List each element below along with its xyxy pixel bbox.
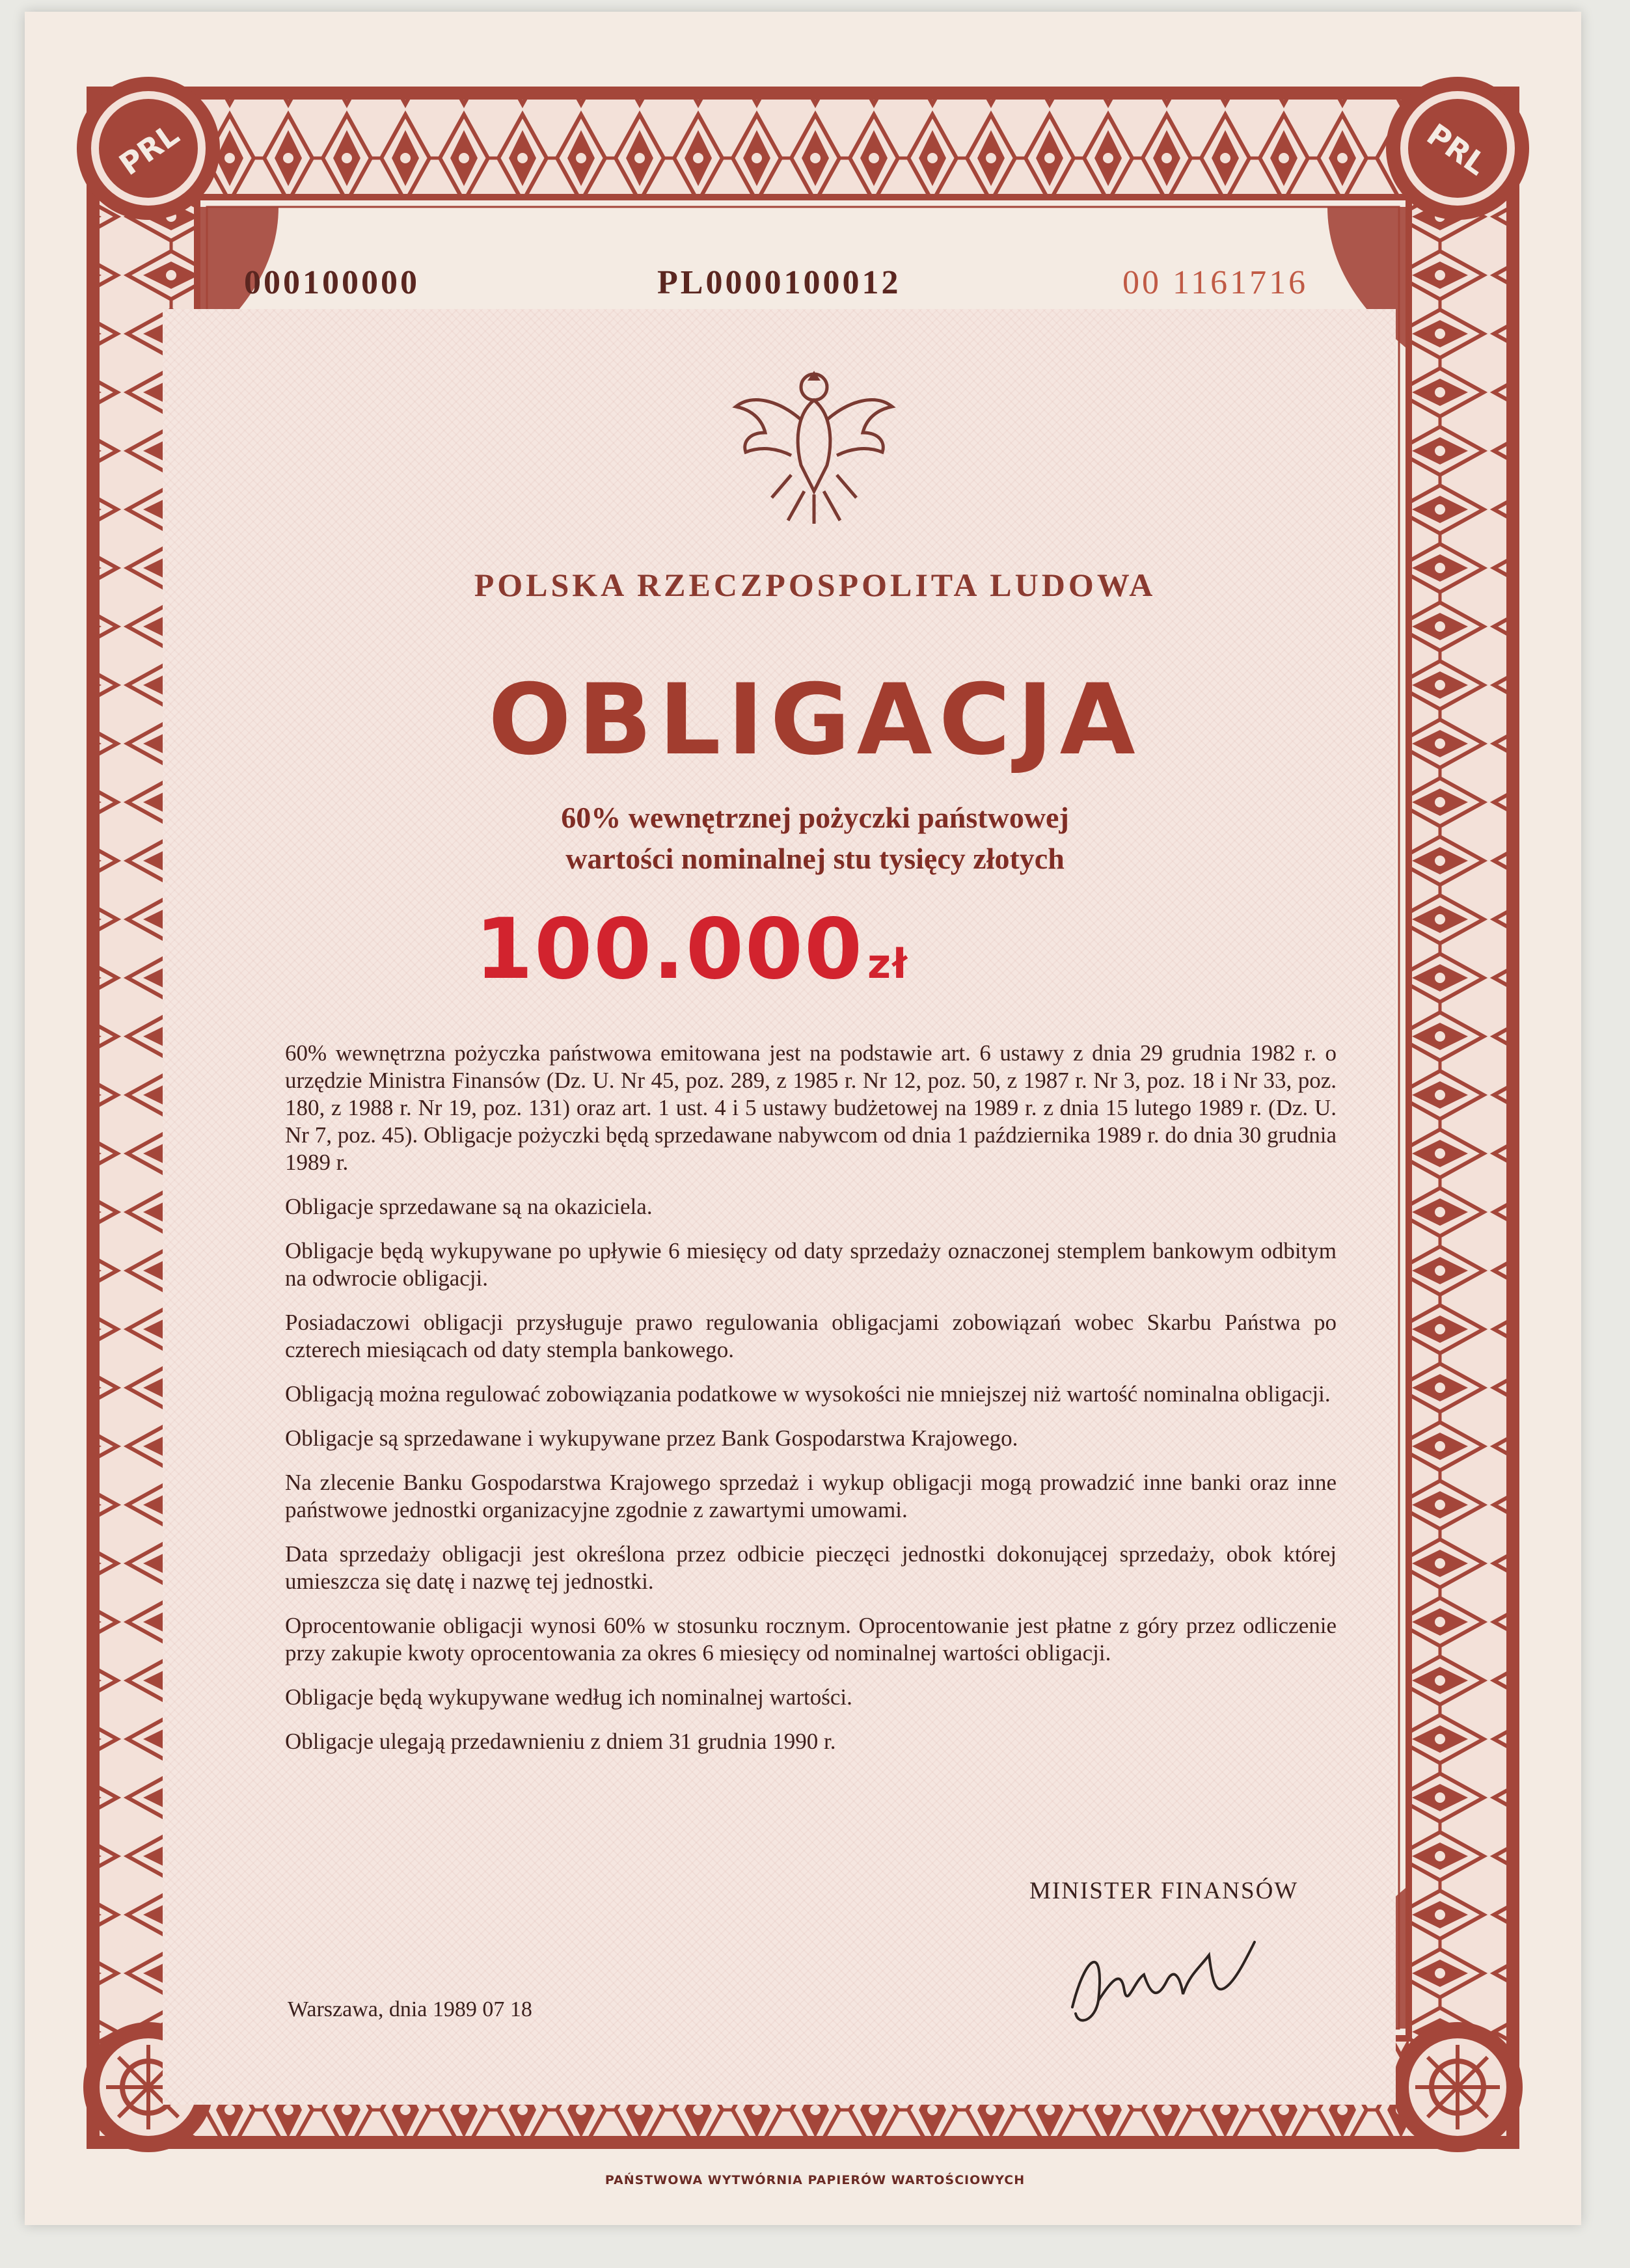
prl-seal-left [96,96,200,200]
issuer-name: POLSKA RZECZPOSPOLITA LUDOWA [474,567,1156,603]
svg-text:PRL: PRL [113,116,185,182]
face-value-number: 100.000 [475,901,863,998]
terms-paragraph: Obligacją można regulować zobowiązania podatkowe w wysokości nie mniejszej niż wartość nominalna obligacji. [285,1381,1331,1407]
corner-bottom-right [1392,2022,1523,2152]
face-value [475,901,908,998]
subtitle-line-1: 60% wewnętrznej pożyczki państwowej [561,801,1069,834]
signatory-title: MINISTER FINANSÓW [1029,1878,1299,1904]
terms-paragraph: Na zlecenie Banku Gospodarstwa Krajowego sprzedaż i wykup obligacji mogą prowadzić inne banki oraz inne państwowe jednostki organizacyjne zgodnie z zawartymi umowami. [285,1470,1337,1522]
serial-number-middle: PL0000100012 [657,264,901,301]
terms-paragraph: Obligacje sprzedawane są na okaziciela. [285,1194,653,1219]
eagle-emblem-icon [726,361,902,530]
document-title: OBLIGACJA [488,664,1142,777]
serial-number-left: 000100000 [244,264,420,301]
terms-paragraph: Posiadaczowi obligacji przysługuje prawo regulowania obligacjami zobowiązań wobec Skarbu Państwa po czterech miesiącach od daty stempla bankowego. [285,1310,1337,1362]
prl-seal-right [1406,96,1510,200]
terms-paragraph: Obligacje będą wykupywane według ich nominalnej wartości. [285,1684,852,1710]
terms-paragraph: Data sprzedaży obligacji jest określona przez odbicie pieczęci jednostki dokonującej sprzedaży, obok której umieszcza się datę i nazwę tej jednostki. [285,1541,1337,1594]
issue-place-date: Warszawa, dnia 1989 07 18 [288,1997,532,2021]
currency-symbol: zł [867,940,909,988]
terms-paragraph: Obligacje są sprzedawane i wykupywane przez Bank Gospodarstwa Krajowego. [285,1425,1018,1451]
terms-paragraph: Oprocentowanie obligacji wynosi 60% w stosunku rocznym. Oprocentowanie jest płatne z góry przez odliczenie przy zakupie kwoty oprocentowania za okres 6 miesięcy od nominalnej wartości obligacji. [285,1613,1337,1666]
svg-text:PRL: PRL [1420,116,1493,182]
terms-paragraph: 60% wewnętrzna pożyczka państwowa emitowana jest na podstawie art. 6 ustawy z dnia 29 grudnia 1982 r. o urzędzie Ministra Finansów (Dz. U. Nr 45, poz. 289, z 1985 r. Nr 12, poz. 50, z 1987 r. Nr 3, poz. 18 i Nr 33, poz. 180, z 1988 r. Nr 19, poz. 131) oraz art. 1 ust. 4 i 5 ustawy budżetowej na 1989 r. z dnia 15 lutego 1989 r. (Dz. U. Nr 7, poz. 45). Obligacje pożyczki będą sprzedawane nabywcom od dnia 1 października 1989 r. do dnia 30 grudnia 1989 r. [285,1040,1337,1175]
handwritten-signature [1059,1929,1268,2033]
terms-paragraph: Obligacje będą wykupywane po upływie 6 miesięcy od daty sprzedaży oznaczonej stemplem bankowym odbitym na odwrocie obligacji. [285,1238,1337,1291]
terms-paragraph: Obligacje ulegają przedawnieniu z dniem 31 grudnia 1990 r. [285,1729,836,1754]
terms-text [285,1040,1337,1772]
serial-number-right: 00 1161716 [1122,264,1309,301]
subtitle-line-2: wartości nominalnej stu tysięcy złotych [565,842,1065,875]
printer-imprint: PAŃSTWOWA WYTWÓRNIA PAPIERÓW WARTOŚCIOWYCH [604,2173,1026,2187]
